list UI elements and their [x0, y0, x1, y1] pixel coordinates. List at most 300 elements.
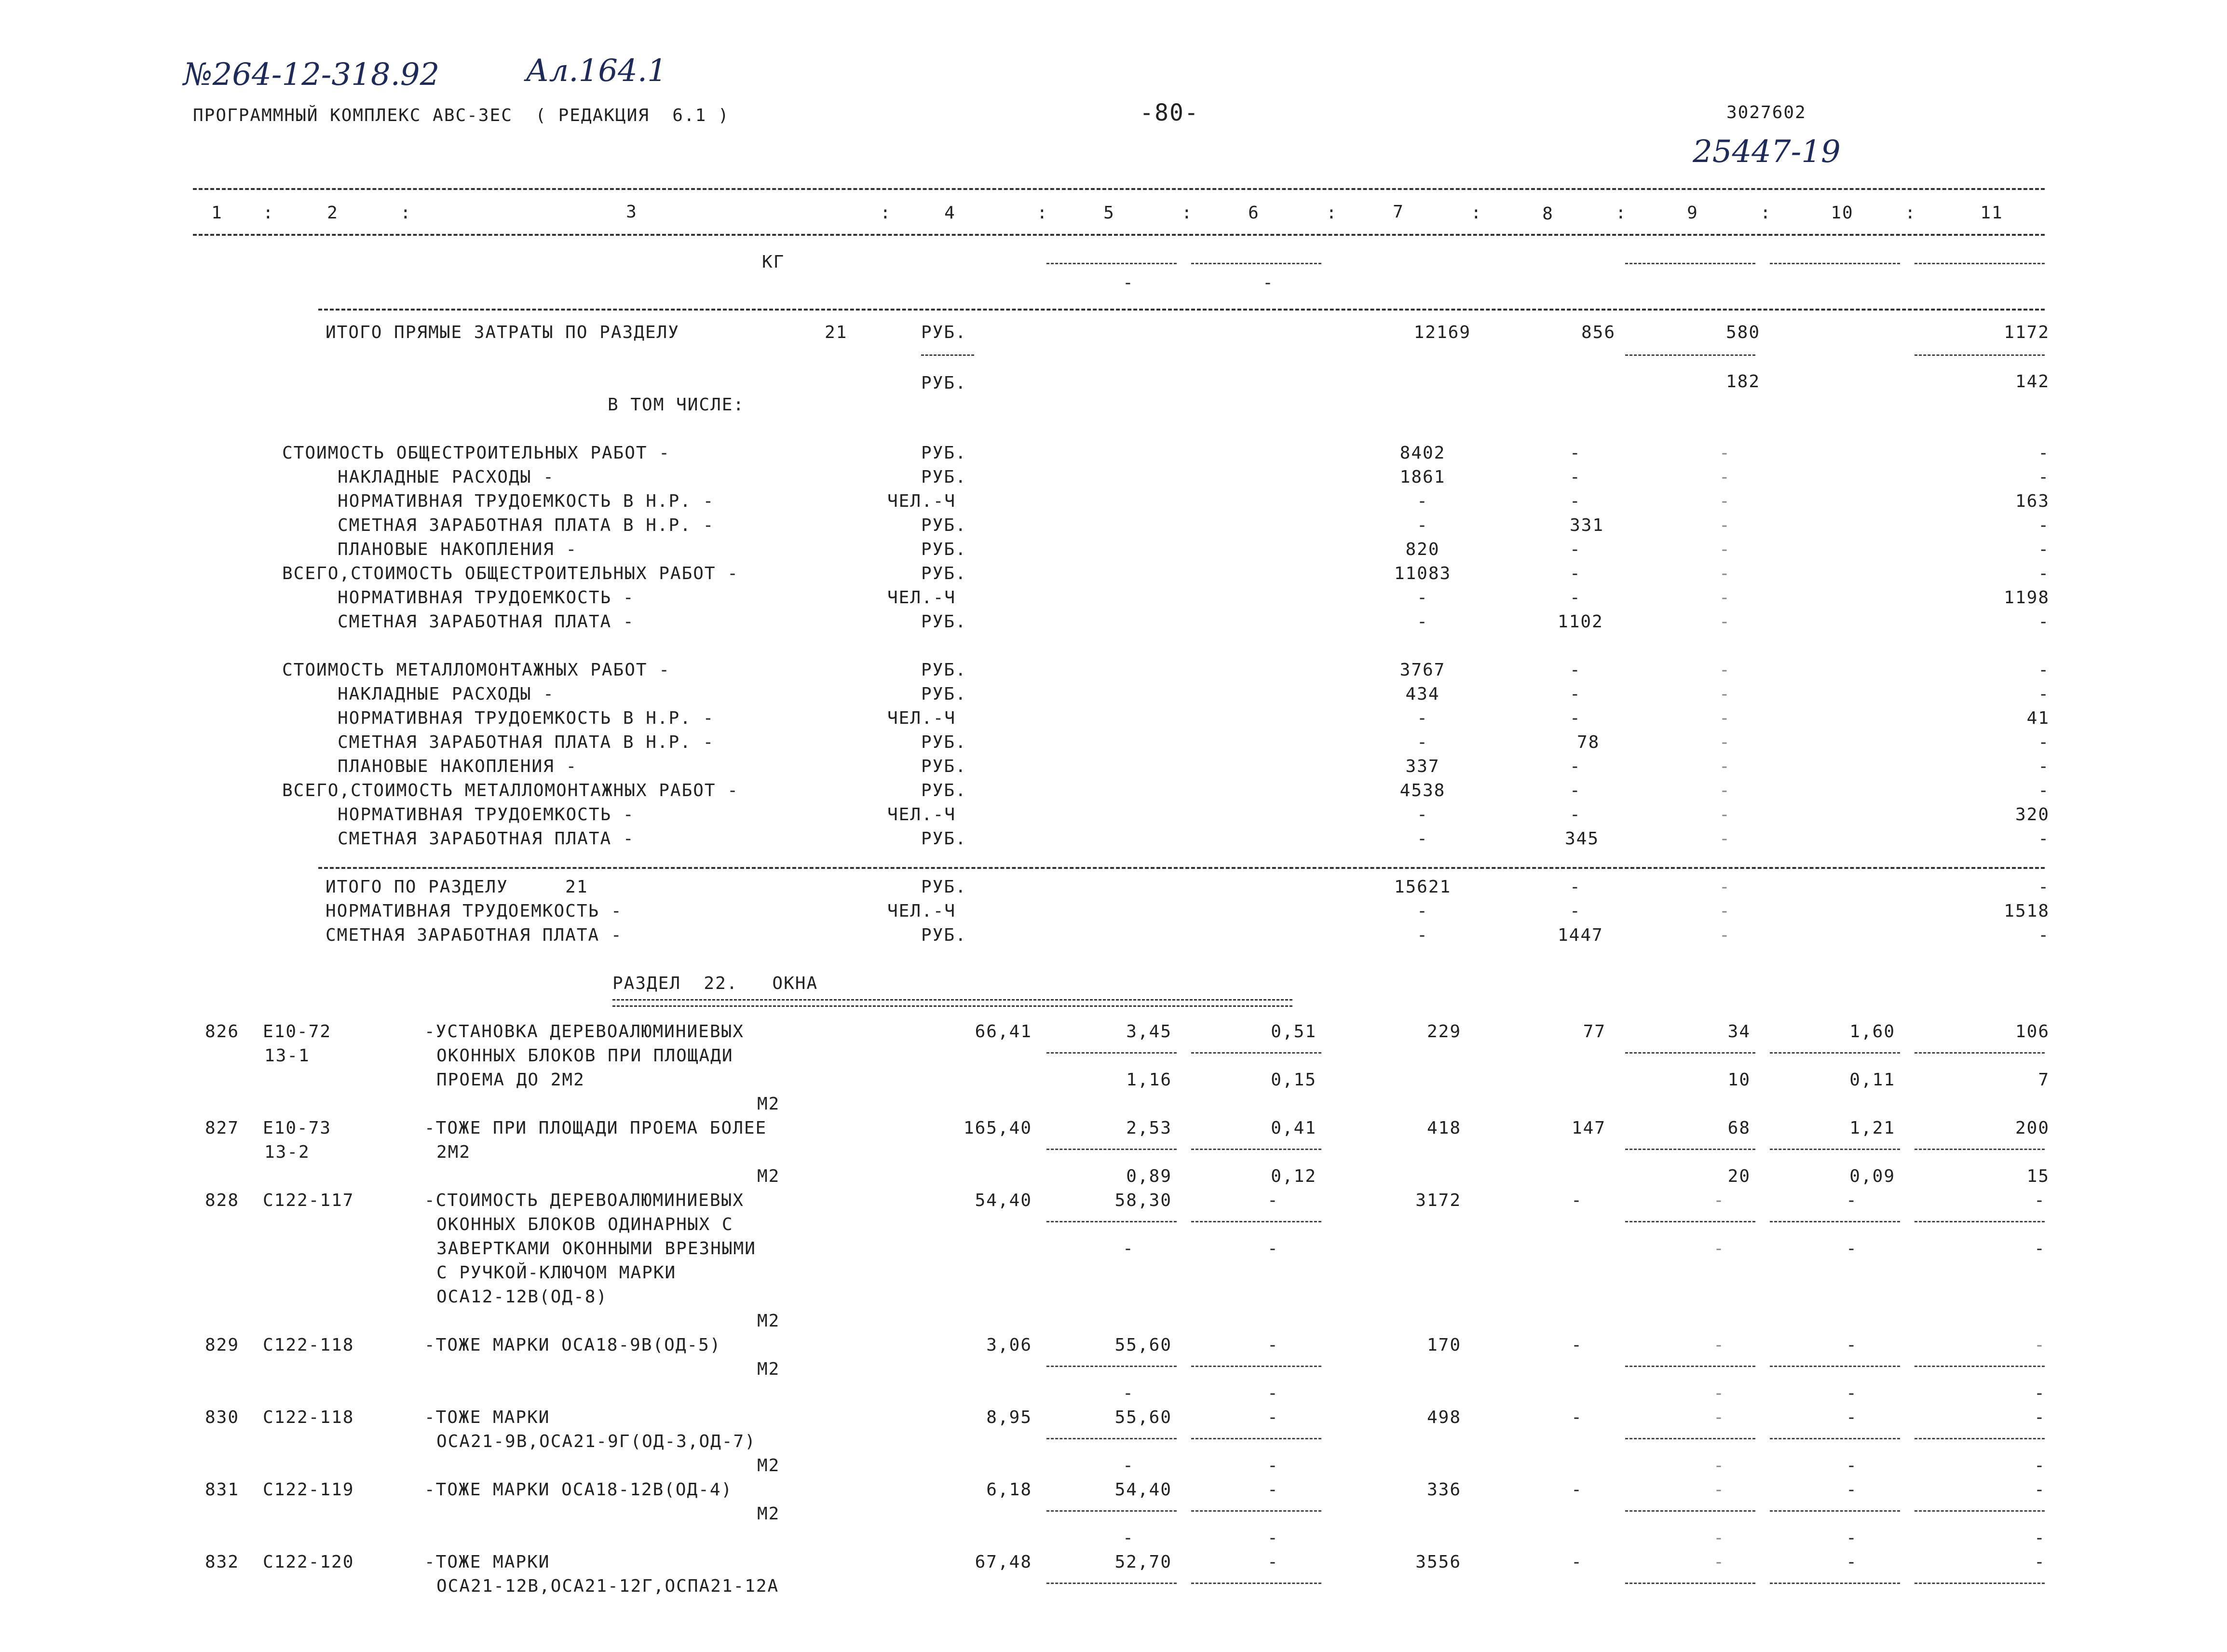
- cell-rule: [1191, 1438, 1321, 1439]
- c9: -: [1719, 540, 1731, 559]
- cell-rule: [1770, 1052, 1900, 1054]
- row-unit: РУБ.: [921, 612, 967, 632]
- cell-rule: [1191, 1221, 1321, 1222]
- cell-rule: [1191, 1366, 1321, 1367]
- row-unit: РУБ.: [921, 564, 967, 583]
- c8: 345: [1565, 829, 1600, 849]
- c5: 55,60: [1114, 1335, 1172, 1355]
- handwritten-doc-number: №264-12-318.92: [183, 57, 440, 93]
- item-number: 829: [205, 1335, 240, 1355]
- c9: -: [1713, 1335, 1725, 1355]
- col-sep: :: [263, 203, 274, 223]
- c9b: -: [1713, 1528, 1725, 1548]
- c7: -: [1417, 491, 1428, 511]
- c11b: 7: [2038, 1070, 2050, 1090]
- c10b: 0,09: [1849, 1166, 1895, 1186]
- c9: -: [1713, 1552, 1725, 1572]
- c8: 77: [1583, 1022, 1606, 1042]
- c9: -: [1719, 491, 1731, 511]
- c6: 0,41: [1271, 1118, 1317, 1138]
- row-label: НОРМАТИВНАЯ ТРУДОЕМКОСТЬ -: [326, 901, 623, 921]
- row-unit: РУБ.: [921, 540, 967, 559]
- c9: -: [1719, 443, 1731, 463]
- section-total-rule: [318, 867, 2045, 869]
- col-sep: :: [400, 203, 412, 223]
- c7: 3556: [1415, 1552, 1461, 1572]
- c10b: -: [1846, 1383, 1858, 1403]
- row-label: ИТОГО ПО РАЗДЕЛУ 21: [326, 877, 588, 897]
- col-4: 4: [944, 203, 956, 223]
- row-label: СМЕТНАЯ ЗАРАБОТНАЯ ПЛАТА В Н.Р. -: [338, 515, 715, 535]
- handwritten-album: Ал.164.1: [526, 53, 667, 89]
- c10b: -: [1846, 1239, 1858, 1259]
- c6: -: [1267, 1335, 1279, 1355]
- dash: -: [1123, 273, 1134, 293]
- item-number: 831: [205, 1480, 240, 1500]
- cell-rule: [1191, 263, 1321, 264]
- c10b: 0,11: [1849, 1070, 1895, 1090]
- item-code: С122-120: [263, 1552, 354, 1572]
- cell-rule: [1770, 1438, 1900, 1439]
- total-direct-c11b: 142: [2015, 372, 2050, 392]
- c4: 165,40: [963, 1118, 1032, 1138]
- c5: 3,45: [1126, 1022, 1172, 1042]
- col-sep: :: [1037, 203, 1048, 223]
- col-3: 3: [626, 202, 638, 222]
- c9: -: [1719, 708, 1731, 728]
- c11: -: [2034, 1408, 2046, 1427]
- row-unit: ЧЕЛ.-Ч: [887, 588, 956, 608]
- total-direct-section: 21: [825, 323, 848, 342]
- c8: -: [1571, 1191, 1583, 1210]
- cell-rule: [1625, 1366, 1755, 1367]
- cell-rule: [1625, 1583, 1755, 1584]
- cell-rule: [1625, 354, 1755, 356]
- item-desc: -УСТАНОВКА ДЕРЕВОАЛЮМИНИЕВЫХ: [424, 1022, 744, 1042]
- row-label: НОРМАТИВНАЯ ТРУДОЕМКОСТЬ -: [338, 805, 635, 825]
- c11: -: [2038, 660, 2050, 680]
- c8: 1447: [1558, 925, 1603, 945]
- c9: -: [1719, 901, 1731, 921]
- row-label: НАКЛАДНЫЕ РАСХОДЫ -: [338, 467, 555, 487]
- c8: -: [1570, 901, 1581, 921]
- cell-rule: [1770, 1510, 1900, 1512]
- c6b: -: [1267, 1383, 1279, 1403]
- c9: -: [1719, 805, 1731, 825]
- cell-rule: [1625, 1438, 1755, 1439]
- item-desc: ПРОЕМА ДО 2М2: [436, 1070, 585, 1090]
- c7: 820: [1405, 540, 1440, 559]
- item-desc: ОКОННЫХ БЛОКОВ ОДИНАРНЫХ С: [436, 1215, 733, 1234]
- c9b: -: [1713, 1239, 1725, 1259]
- c6b: -: [1267, 1456, 1279, 1476]
- row-unit: РУБ.: [921, 443, 967, 463]
- c10: 1,21: [1849, 1118, 1895, 1138]
- c8: -: [1570, 684, 1581, 704]
- c11b: -: [2034, 1456, 2046, 1476]
- col-sep: :: [1905, 203, 1916, 223]
- c9: -: [1719, 660, 1731, 680]
- item-unit: М2: [757, 1359, 780, 1379]
- c11: -: [2038, 732, 2050, 752]
- cell-rule: [1191, 1510, 1321, 1512]
- c11: 320: [2015, 805, 2050, 825]
- row-label: СМЕТНАЯ ЗАРАБОТНАЯ ПЛАТА -: [338, 829, 635, 849]
- item-code: С122-117: [263, 1191, 354, 1210]
- row-unit: РУБ.: [921, 467, 967, 487]
- item-desc: С РУЧКОЙ-КЛЮЧОМ МАРКИ: [436, 1263, 677, 1283]
- c7: -: [1417, 612, 1428, 632]
- row-label: НАКЛАДНЫЕ РАСХОДЫ -: [338, 684, 555, 704]
- cell-rule: [1625, 1510, 1755, 1512]
- c8: 331: [1570, 515, 1604, 535]
- item-number: 826: [205, 1022, 240, 1042]
- cell-rule: [1625, 1052, 1755, 1054]
- col-6: 6: [1248, 203, 1260, 223]
- cell-rule: [1770, 1366, 1900, 1367]
- cell-rule: [1046, 1510, 1177, 1512]
- c11: -: [2034, 1552, 2046, 1572]
- c7: 15621: [1394, 877, 1452, 897]
- section-heading: РАЗДЕЛ 22. ОКНА: [612, 974, 818, 993]
- c8: -: [1570, 708, 1581, 728]
- item-desc: -ТОЖЕ МАРКИ: [424, 1552, 550, 1572]
- c5: 54,40: [1114, 1480, 1172, 1500]
- item-code: С122-119: [263, 1480, 354, 1500]
- item-code: С122-118: [263, 1408, 354, 1427]
- c11: 1198: [2004, 588, 2050, 608]
- c8: -: [1570, 757, 1581, 776]
- col-11: 11: [1980, 203, 2003, 223]
- item-desc: ОСА21-9В,ОСА21-9Г(ОД-3,ОД-7): [436, 1432, 756, 1451]
- c6: 0,51: [1271, 1022, 1317, 1042]
- c8: -: [1570, 877, 1581, 897]
- c9: -: [1719, 684, 1731, 704]
- cell-rule: [1770, 1583, 1900, 1584]
- c10: -: [1846, 1552, 1858, 1572]
- c11: 163: [2015, 491, 2050, 511]
- cell-rule: [1915, 1510, 2045, 1512]
- c11: -: [2038, 612, 2050, 632]
- item-number: 830: [205, 1408, 240, 1427]
- cell-rule: [1046, 263, 1177, 264]
- c6: -: [1267, 1408, 1279, 1427]
- c9: -: [1719, 732, 1731, 752]
- total-direct-label: ИТОГО ПРЯМЫЕ ЗАТРАТЫ ПО РАЗДЕЛУ: [326, 323, 679, 342]
- row-unit: РУБ.: [921, 757, 967, 776]
- total-direct-c9: 580: [1725, 323, 1760, 342]
- c11: -: [2038, 540, 2050, 559]
- c8: -: [1571, 1552, 1583, 1572]
- cell-rule: [1915, 263, 2045, 264]
- c7: 11083: [1394, 564, 1452, 583]
- cell-rule: [1915, 1221, 2045, 1222]
- item-desc: -ТОЖЕ МАРКИ: [424, 1408, 550, 1427]
- c9: -: [1713, 1480, 1725, 1500]
- cell-rule: [1046, 1149, 1177, 1150]
- c9: -: [1719, 781, 1731, 800]
- row-unit: ЧЕЛ.-Ч: [887, 805, 956, 825]
- row-unit: ЧЕЛ.-Ч: [887, 491, 956, 511]
- c7: -: [1417, 732, 1428, 752]
- c11: -: [2038, 757, 2050, 776]
- row-unit: РУБ.: [921, 684, 967, 704]
- col-sep: :: [880, 203, 892, 223]
- c8: -: [1570, 491, 1581, 511]
- item-number: 827: [205, 1118, 240, 1138]
- col-8: 8: [1542, 204, 1554, 224]
- c5: 55,60: [1114, 1408, 1172, 1427]
- item-number: 832: [205, 1552, 240, 1572]
- c7: 170: [1426, 1335, 1461, 1355]
- c7: -: [1417, 829, 1428, 849]
- row-label: НОРМАТИВНАЯ ТРУДОЕМКОСТЬ -: [338, 588, 635, 608]
- c9: 68: [1727, 1118, 1751, 1138]
- row-unit: РУБ.: [921, 877, 967, 897]
- c11: -: [2034, 1480, 2046, 1500]
- total-direct-c8: 856: [1581, 323, 1616, 342]
- c11: -: [2038, 564, 2050, 583]
- c6: -: [1267, 1552, 1279, 1572]
- c10: 1,60: [1849, 1022, 1895, 1042]
- c11: -: [2038, 877, 2050, 897]
- c6b: -: [1267, 1528, 1279, 1548]
- page-number: -80-: [1140, 99, 1199, 126]
- item-code: С122-118: [263, 1335, 354, 1355]
- c11b: -: [2034, 1383, 2046, 1403]
- c7: 4538: [1399, 781, 1446, 800]
- section-rule: [318, 309, 2045, 311]
- item-desc: -ТОЖЕ МАРКИ ОСА18-9В(ОД-5): [424, 1335, 721, 1355]
- document-code: 3027602: [1726, 103, 1806, 122]
- item-desc: ОСА12-12В(ОД-8): [436, 1287, 608, 1307]
- c5: 52,70: [1114, 1552, 1172, 1572]
- cell-rule: [1046, 1366, 1177, 1367]
- cell-rule: [1191, 1149, 1321, 1150]
- row-label: ПЛАНОВЫЕ НАКОПЛЕНИЯ -: [338, 757, 578, 776]
- row-label: СТОИМОСТЬ МЕТАЛЛОМОНТАЖНЫХ РАБОТ -: [282, 660, 670, 680]
- col-sep: :: [1181, 203, 1193, 223]
- c9: 34: [1727, 1022, 1751, 1042]
- c5b: -: [1123, 1239, 1134, 1259]
- c9b: -: [1713, 1456, 1725, 1476]
- c5: 58,30: [1114, 1191, 1172, 1210]
- cell-rule: [1191, 1583, 1321, 1584]
- cell-rule: [1625, 263, 1755, 264]
- cell-rule: [1770, 1149, 1900, 1150]
- dash: -: [1263, 273, 1274, 293]
- c7: 418: [1426, 1118, 1461, 1138]
- c8: -: [1570, 781, 1581, 800]
- item-code: Е10-73: [263, 1118, 332, 1138]
- c4: 67,48: [975, 1552, 1032, 1572]
- cell-rule: [1046, 1221, 1177, 1222]
- col-1: 1: [211, 203, 223, 223]
- c11b: 15: [2026, 1166, 2050, 1186]
- c11: -: [2038, 925, 2050, 945]
- c5b: -: [1123, 1528, 1134, 1548]
- c10b: -: [1846, 1456, 1858, 1476]
- col-sep: :: [1616, 203, 1627, 223]
- c7: 336: [1426, 1480, 1461, 1500]
- item-number: 828: [205, 1191, 240, 1210]
- item-code2: 13-1: [264, 1046, 310, 1066]
- c11: -: [2038, 443, 2050, 463]
- row-label: СТОИМОСТЬ ОБЩЕСТРОИТЕЛЬНЫХ РАБОТ -: [282, 443, 670, 463]
- item-desc: -ТОЖЕ МАРКИ ОСА18-12В(ОД-4): [424, 1480, 733, 1500]
- cell-rule: [1046, 1052, 1177, 1054]
- row-label: ВСЕГО,СТОИМОСТЬ ОБЩЕСТРОИТЕЛЬНЫХ РАБОТ -: [282, 564, 739, 583]
- col-7: 7: [1393, 202, 1404, 222]
- cell-rule: [1915, 1366, 2045, 1367]
- c5: 2,53: [1126, 1118, 1172, 1138]
- c8: 147: [1571, 1118, 1606, 1138]
- item-unit: М2: [757, 1094, 780, 1114]
- c10: -: [1846, 1480, 1858, 1500]
- c7: 229: [1426, 1022, 1461, 1042]
- c9b: 10: [1727, 1070, 1751, 1090]
- c11: 106: [2015, 1022, 2050, 1042]
- c7: 337: [1405, 757, 1440, 776]
- c10b: -: [1846, 1528, 1858, 1548]
- c7: -: [1417, 515, 1428, 535]
- row-unit: РУБ.: [921, 829, 967, 849]
- c9: -: [1719, 515, 1731, 535]
- c11b: -: [2034, 1528, 2046, 1548]
- c7: 8402: [1399, 443, 1446, 463]
- c8: -: [1571, 1335, 1583, 1355]
- unit-kg: КГ: [762, 252, 785, 272]
- total-direct-unit2: РУБ.: [921, 373, 967, 393]
- total-direct-c9b: 182: [1725, 372, 1760, 392]
- c11: 41: [2026, 708, 2050, 728]
- c8: 1102: [1558, 612, 1603, 632]
- cell-rule: [921, 354, 974, 356]
- row-unit: РУБ.: [921, 781, 967, 800]
- item-desc: ЗАВЕРТКАМИ ОКОННЫМИ ВРЕЗНЫМИ: [436, 1239, 756, 1259]
- item-unit: М2: [757, 1311, 780, 1331]
- c8: -: [1571, 1480, 1583, 1500]
- handwritten-code: 25447-19: [1693, 134, 1841, 170]
- c9: -: [1713, 1191, 1725, 1210]
- v-tom-chisle: В ТОМ ЧИСЛЕ:: [608, 395, 745, 415]
- section-underline: [612, 999, 1292, 1007]
- c5b: -: [1123, 1456, 1134, 1476]
- row-unit: РУБ.: [921, 732, 967, 752]
- c9: -: [1719, 564, 1731, 583]
- item-desc: -СТОИМОСТЬ ДЕРЕВОАЛЮМИНИЕВЫХ: [424, 1191, 744, 1210]
- c9: -: [1719, 829, 1731, 849]
- cell-rule: [1915, 354, 2045, 356]
- c9: -: [1719, 467, 1731, 487]
- c11: -: [2038, 684, 2050, 704]
- header-rule-top: [193, 188, 2045, 190]
- cell-rule: [1915, 1052, 2045, 1054]
- item-desc: ОСА21-12В,ОСА21-12Г,ОСПА21-12А: [436, 1576, 779, 1596]
- item-unit: М2: [757, 1456, 780, 1476]
- c9: -: [1719, 757, 1731, 776]
- row-label: ВСЕГО,СТОИМОСТЬ МЕТАЛЛОМОНТАЖНЫХ РАБОТ -: [282, 781, 739, 800]
- cell-rule: [1770, 263, 1900, 264]
- c4: 3,06: [986, 1335, 1032, 1355]
- c9b: -: [1713, 1383, 1725, 1403]
- col-2: 2: [327, 203, 339, 223]
- c6: -: [1267, 1480, 1279, 1500]
- c11: -: [2038, 515, 2050, 535]
- col-sep: :: [1760, 203, 1772, 223]
- c6b: 0,15: [1271, 1070, 1317, 1090]
- c9: -: [1719, 612, 1731, 632]
- c8: -: [1571, 1408, 1583, 1427]
- c5b: -: [1123, 1383, 1134, 1403]
- c7: -: [1417, 901, 1428, 921]
- item-desc: ОКОННЫХ БЛОКОВ ПРИ ПЛОЩАДИ: [436, 1046, 733, 1066]
- col-10: 10: [1831, 203, 1854, 223]
- c6: -: [1267, 1191, 1279, 1210]
- c6b: -: [1267, 1239, 1279, 1259]
- cell-rule: [1915, 1583, 2045, 1584]
- row-label: СМЕТНАЯ ЗАРАБОТНАЯ ПЛАТА -: [326, 925, 623, 945]
- c11: -: [2034, 1191, 2046, 1210]
- c11: 200: [2015, 1118, 2050, 1138]
- c7: 434: [1405, 684, 1440, 704]
- total-direct-unit: РУБ.: [921, 323, 967, 342]
- c11: -: [2038, 467, 2050, 487]
- c7: 3767: [1399, 660, 1446, 680]
- row-label: НОРМАТИВНАЯ ТРУДОЕМКОСТЬ В Н.Р. -: [338, 491, 715, 511]
- cell-rule: [1191, 1052, 1321, 1054]
- c11: -: [2034, 1335, 2046, 1355]
- c7: -: [1417, 708, 1428, 728]
- c7: -: [1417, 588, 1428, 608]
- c11: -: [2038, 829, 2050, 849]
- item-desc: -ТОЖЕ ПРИ ПЛОЩАДИ ПРОЕМА БОЛЕЕ: [424, 1118, 767, 1138]
- c7: -: [1417, 805, 1428, 825]
- program-title: ПРОГРАММНЫЙ КОМПЛЕКС АВС-3ЕС ( РЕДАКЦИЯ 6.1 ): [193, 106, 730, 125]
- total-direct-c7: 12169: [1413, 323, 1471, 342]
- cell-rule: [1046, 1583, 1177, 1584]
- total-direct-c11: 1172: [2004, 323, 2050, 342]
- c8: -: [1570, 564, 1581, 583]
- item-unit: М2: [757, 1504, 780, 1524]
- c9: -: [1713, 1408, 1725, 1427]
- c6b: 0,12: [1271, 1166, 1317, 1186]
- row-label: НОРМАТИВНАЯ ТРУДОЕМКОСТЬ В Н.Р. -: [338, 708, 715, 728]
- cell-rule: [1915, 1438, 2045, 1439]
- col-9: 9: [1687, 203, 1698, 223]
- cell-rule: [1770, 1221, 1900, 1222]
- item-code2: 13-2: [264, 1142, 310, 1162]
- c10: -: [1846, 1408, 1858, 1427]
- c8: -: [1570, 588, 1581, 608]
- row-label: СМЕТНАЯ ЗАРАБОТНАЯ ПЛАТА В Н.Р. -: [338, 732, 715, 752]
- c7: 498: [1426, 1408, 1461, 1427]
- row-unit: ЧЕЛ.-Ч: [887, 901, 956, 921]
- cell-rule: [1915, 1149, 2045, 1150]
- item-code: Е10-72: [263, 1022, 332, 1042]
- col-sep: :: [1471, 203, 1482, 223]
- c4: 66,41: [975, 1022, 1032, 1042]
- c4: 54,40: [975, 1191, 1032, 1210]
- row-label: СМЕТНАЯ ЗАРАБОТНАЯ ПЛАТА -: [338, 612, 635, 632]
- c9: -: [1719, 925, 1731, 945]
- c9: -: [1719, 588, 1731, 608]
- row-label: ПЛАНОВЫЕ НАКОПЛЕНИЯ -: [338, 540, 578, 559]
- c8: -: [1570, 467, 1581, 487]
- c7: -: [1417, 925, 1428, 945]
- row-unit: РУБ.: [921, 660, 967, 680]
- c8: -: [1570, 540, 1581, 559]
